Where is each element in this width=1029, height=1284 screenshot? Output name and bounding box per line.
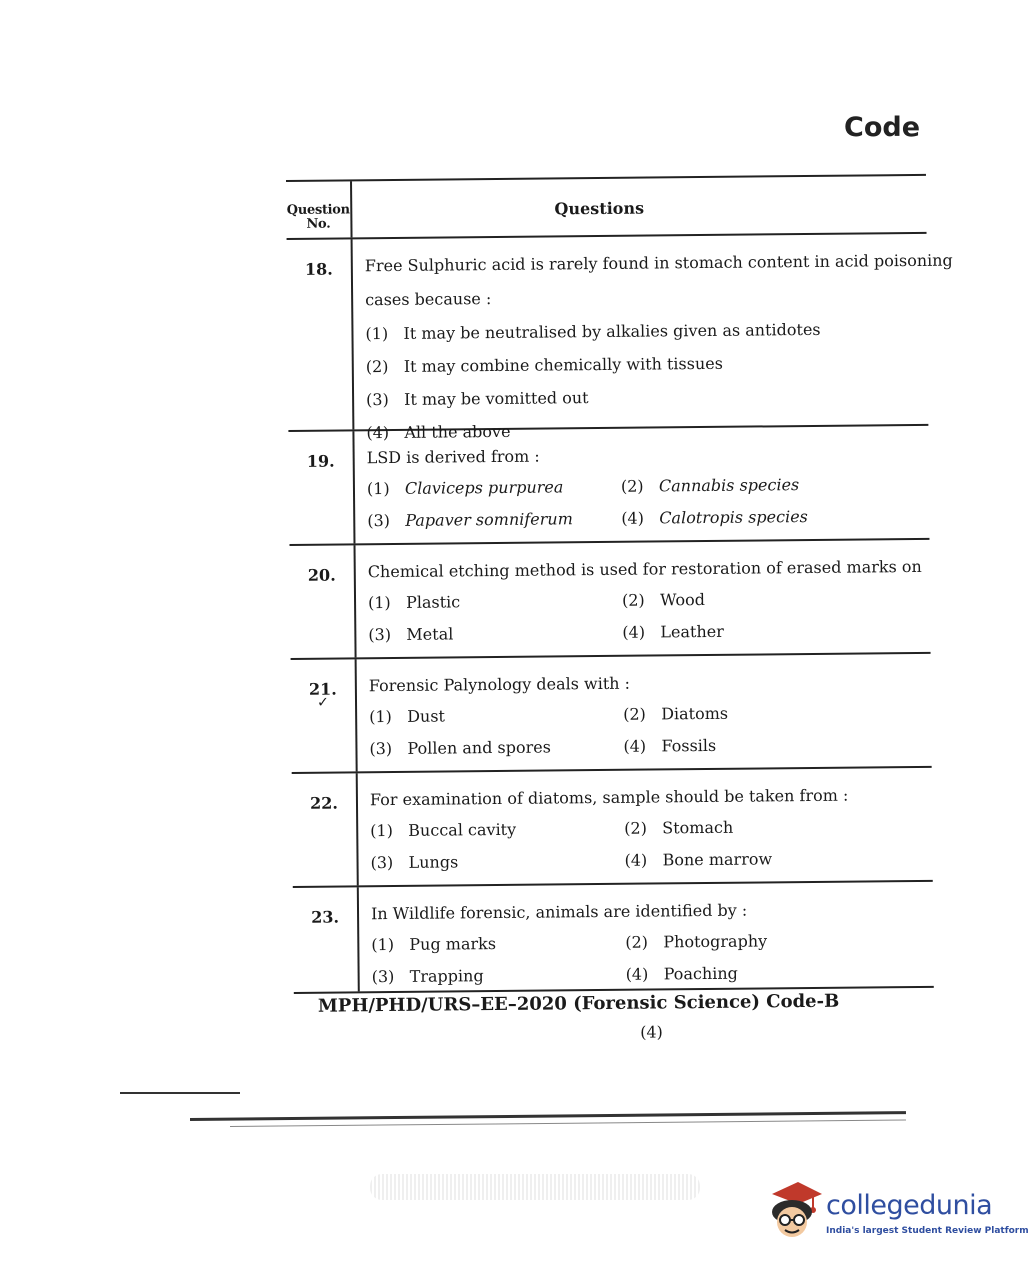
question-body — [356, 540, 931, 658]
question-number: 19. — [288, 431, 355, 544]
graduate-mascot-icon — [768, 1180, 824, 1244]
options-grid — [371, 928, 934, 989]
scan-line — [230, 1120, 906, 1127]
option-text: Poaching — [663, 963, 738, 984]
option — [369, 735, 623, 761]
option-text: Stomach — [662, 817, 734, 838]
option — [370, 817, 624, 843]
question-row-23 — [293, 882, 934, 994]
options-grid — [367, 472, 930, 533]
option-text: Calotropis species — [659, 507, 808, 528]
question-body — [357, 654, 932, 772]
exam-code-footer: MPH/PHD/URS–EE–2020 (Forensic Science) Code-B — [317, 990, 840, 1017]
option-number: (4) — [621, 508, 645, 528]
checkmark-icon: ✓ — [317, 694, 329, 711]
option — [368, 589, 622, 615]
option — [367, 507, 621, 533]
option — [372, 963, 626, 989]
question-row-22 — [292, 768, 933, 888]
option — [626, 960, 934, 987]
option-number: (1) — [371, 934, 395, 955]
option-number: (4) — [624, 850, 648, 870]
option-number: (2) — [623, 704, 646, 724]
option-text: Claviceps purpurea — [404, 477, 564, 498]
brand-name: collegedunia — [826, 1190, 993, 1221]
option-number: (3) — [366, 390, 389, 410]
question-row-20 — [290, 540, 931, 660]
option-text: Metal — [406, 624, 454, 644]
option-number: (4) — [366, 423, 390, 443]
option-number: (3) — [368, 625, 392, 645]
option-number: (3) — [370, 853, 394, 873]
scan-line — [190, 1111, 906, 1121]
option-number: (4) — [622, 622, 646, 642]
option — [623, 732, 931, 759]
option-text: All the above — [404, 421, 511, 442]
question-no-header — [286, 181, 353, 238]
question-body — [359, 882, 934, 992]
questions-header: Questions — [554, 198, 645, 219]
scan-line — [120, 1092, 240, 1094]
option-text: Diatoms — [661, 703, 729, 724]
question-text: In Wildlife forensic, animals are identified by : — [370, 900, 748, 924]
question-body — [353, 234, 955, 443]
option — [624, 814, 932, 841]
option-number: (3) — [371, 966, 395, 987]
option-text: Plastic — [405, 592, 461, 612]
option-number: (4) — [625, 964, 649, 984]
table-header — [286, 176, 927, 240]
option — [367, 475, 621, 501]
option — [369, 703, 623, 729]
option — [368, 621, 622, 647]
option-text: Dust — [407, 706, 446, 726]
question-row-18 — [287, 234, 953, 443]
option-number: (2) — [621, 590, 645, 610]
option — [621, 472, 929, 499]
question-number: 22. — [292, 773, 359, 886]
options-grid — [368, 586, 931, 647]
option-text: Wood — [659, 589, 706, 610]
question-text: LSD is derived from : — [366, 446, 540, 468]
option — [623, 700, 931, 727]
question-number: 18. — [287, 239, 355, 430]
option-number: (3) — [367, 511, 391, 531]
options-grid — [370, 814, 933, 875]
option-number: (2) — [365, 357, 389, 377]
option-text: Fossils — [661, 735, 717, 756]
option-number: (1) — [366, 479, 390, 499]
question-number: 23. — [293, 887, 360, 992]
page-number: (4) — [640, 1022, 663, 1042]
question-number: 20. — [290, 545, 357, 658]
question-number-cell — [291, 659, 358, 772]
option-text: Cannabis species — [658, 475, 800, 496]
option — [624, 846, 932, 873]
option-text: Bone marrow — [662, 849, 773, 870]
question-text: Free Sulphuric acid is rarely found in stomach content in acid poisoning — [364, 250, 953, 276]
code-label: Code — [844, 112, 921, 143]
option-text: Buccal cavity — [408, 819, 517, 840]
option-text: Pollen and spores — [407, 737, 551, 758]
option-number: (1) — [370, 821, 394, 841]
option — [625, 928, 933, 955]
option-text: It may be neutralised by alkalies given as antidotes — [403, 319, 821, 343]
option-number: (4) — [623, 736, 647, 756]
option-text: Photography — [663, 931, 768, 952]
option — [371, 931, 625, 957]
question-number: 21. — [308, 679, 337, 699]
option — [621, 504, 929, 531]
option-text: Lungs — [408, 852, 459, 872]
question-text: Chemical etching method is used for restoration of erased marks on — [367, 556, 922, 582]
question-no-header-line2: No. — [306, 216, 331, 232]
option-number: (1) — [369, 707, 392, 727]
option-number: (2) — [625, 932, 649, 952]
question-body — [358, 768, 933, 886]
question-text: For examination of diatoms, sample should be taken from : — [369, 785, 849, 810]
scan-smudge — [370, 1174, 700, 1200]
option — [622, 586, 930, 613]
option-text: Pug marks — [409, 934, 497, 954]
option-number: (1) — [365, 324, 389, 344]
collegedunia-watermark — [768, 1180, 1029, 1250]
option-text: It may combine chemically with tissues — [403, 353, 723, 376]
question-row-19 — [288, 426, 929, 546]
option-number: (1) — [367, 593, 391, 613]
options-grid — [369, 700, 932, 761]
option-number: (2) — [624, 818, 648, 838]
option-text: Papaver somniferum — [405, 509, 573, 530]
question-no-header-line1: Question — [286, 202, 350, 218]
option — [370, 849, 624, 875]
option-text: Trapping — [409, 966, 484, 986]
option-text: Leather — [660, 621, 724, 642]
question-table — [286, 174, 953, 994]
brand-tagline: India's largest Student Review Platform — [826, 1226, 1029, 1236]
option-number: (3) — [369, 739, 393, 759]
question-row-21 — [291, 654, 932, 774]
option-text: It may be vomitted out — [404, 388, 589, 409]
question-sheet — [286, 174, 953, 1042]
option-number: (2) — [620, 476, 644, 496]
question-text: Forensic Palynology deals with : — [368, 673, 631, 696]
option — [622, 618, 930, 645]
question-body — [354, 426, 929, 544]
question-text-continued: cases because : — [365, 289, 492, 310]
